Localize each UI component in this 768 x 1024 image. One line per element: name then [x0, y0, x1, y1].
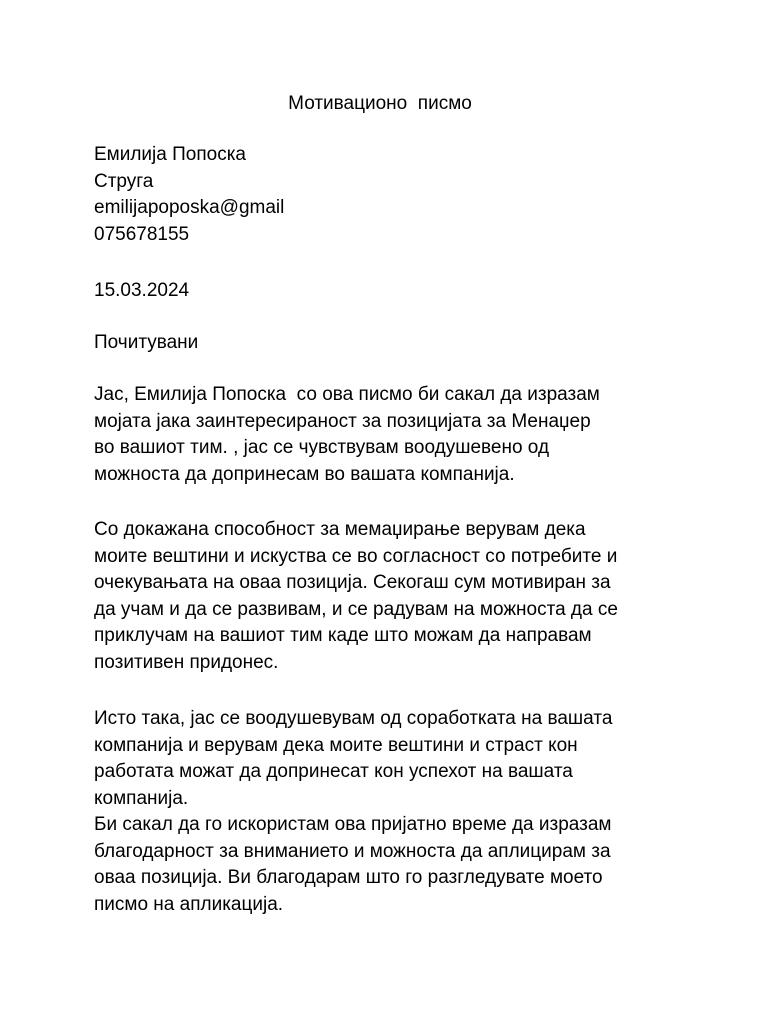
paragraph-line: работата можат да допринесат кон успехот на вашата	[94, 761, 573, 782]
paragraph-line: Исто така, јас се воодушевувам од соработката на вашата	[94, 708, 613, 729]
sender-name: Емилија Попоска	[94, 144, 246, 165]
sender-phone: 075678155	[94, 223, 190, 245]
paragraph-line: мојата јака заинтересираност за позицијата за Менаџер	[94, 410, 591, 432]
paragraph-3	[94, 706, 734, 918]
date-text: 15.03.2024	[94, 280, 190, 301]
paragraph-line: очекувањата на оваа позиција. Секогаш сум мотивиран за	[94, 572, 611, 593]
paragraph-line: Со докажана способност за мемаџирање верувам дека	[94, 519, 586, 540]
sender-email: emilijapoposka@gmail	[94, 197, 285, 218]
document-title: Мотивационо писмо	[288, 93, 472, 114]
paragraph-line: Јас, Емилија Попоска со ова писмо би сакал да изразам	[94, 384, 600, 405]
paragraph-line: компанија.	[94, 787, 189, 809]
paragraph-line: можноста да допринесам во вашата компанија.	[94, 463, 515, 485]
paragraph-line: компанија и верувам дека моите вештини и страст кон	[94, 734, 578, 756]
paragraph-line: Би сакал да го искористам ова пријатно време да изразам	[94, 814, 612, 835]
salutation-text: Почитувани	[94, 332, 199, 353]
paragraph-line: приклучам на вашиот тим каде што можам да направам	[94, 625, 592, 646]
sender-city: Струга	[94, 170, 154, 192]
paragraph-line: благодарност за вниманието и можноста да аплицирам за	[94, 840, 611, 862]
paragraph-line: во вашиот тим. , јас се чувствувам воодушевено од	[94, 437, 550, 458]
paragraph-line: писмо на апликација.	[94, 893, 284, 915]
letter-salutation	[94, 330, 734, 357]
paragraph-2	[94, 517, 734, 676]
letter-date	[94, 278, 734, 305]
paragraph-1	[94, 382, 734, 488]
paragraph-line: позитивен придонес.	[94, 651, 279, 673]
sender-info	[94, 142, 734, 248]
paragraph-line: моите вештини и искуства се во согласност со потребите и	[94, 545, 618, 567]
paragraph-line: оваа позиција. Ви благодарам што го разгледувате моето	[94, 867, 603, 888]
paragraph-line: да учам и да се развивам, и се радувам на можноста да се	[94, 598, 618, 620]
